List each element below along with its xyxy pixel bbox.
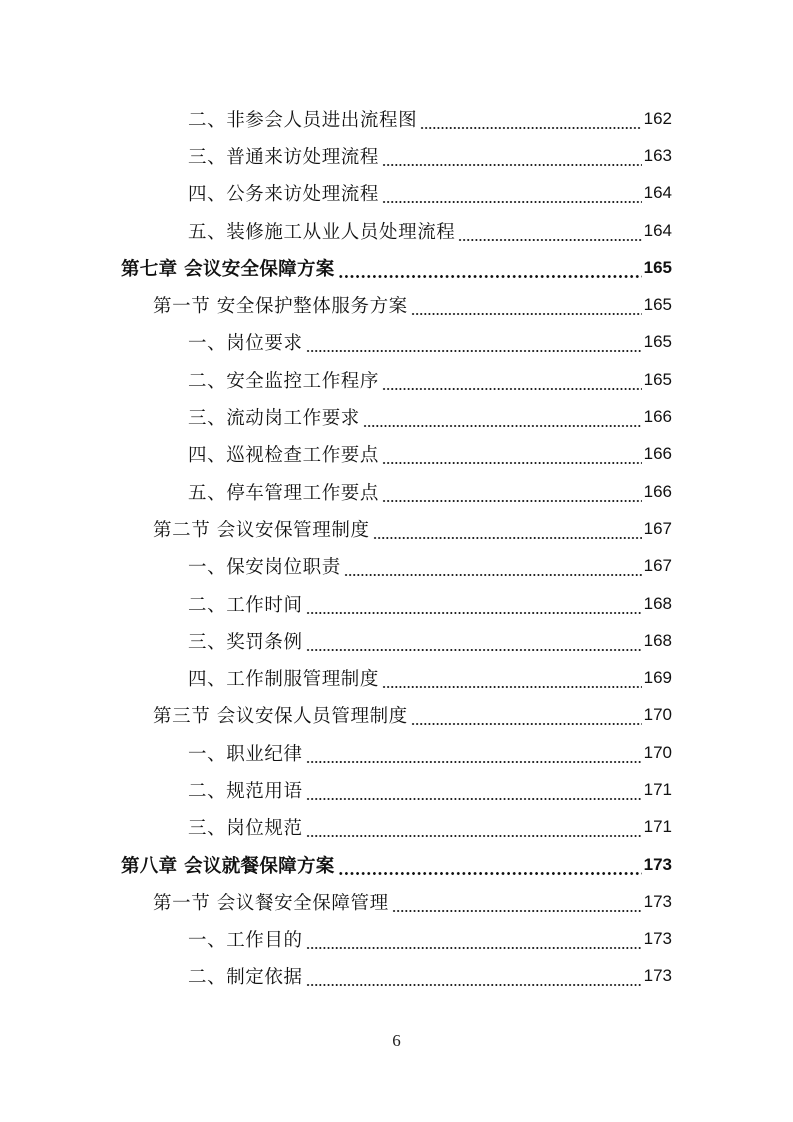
toc-entry-title: 二、安全监控工作程序	[188, 370, 380, 392]
dot-leader	[306, 748, 642, 764]
toc-entry-title: 五、装修施工从业人员处理流程	[188, 221, 456, 243]
dot-leader	[382, 487, 642, 503]
dot-leader	[363, 412, 642, 428]
dot-leader	[306, 785, 642, 801]
toc-entry-subsection[interactable]	[0, 324, 793, 361]
dot-leader	[382, 673, 642, 689]
toc-entry-page-number: 165	[643, 257, 672, 277]
toc-entry-page-number: 173	[643, 929, 672, 949]
toc-entry-page-number: 168	[643, 630, 672, 650]
toc-entry-title: 三、普通来访处理流程	[188, 146, 380, 168]
toc-entry-subsection[interactable]	[0, 473, 793, 510]
toc-entry-title: 第一节 会议餐安全保障管理	[153, 892, 389, 914]
toc-entry-page-number: 165	[643, 332, 672, 352]
toc-entry-page-number: 171	[643, 817, 672, 837]
dot-leader	[411, 300, 642, 316]
page-number: 6	[392, 1031, 401, 1050]
toc-entry-section[interactable]	[0, 510, 793, 547]
toc-entry-page-number: 168	[643, 593, 672, 613]
toc-entry-title: 二、非参会人员进出流程图	[188, 109, 418, 131]
toc-entry-page-number: 170	[643, 705, 672, 725]
toc-entry-page-number: 171	[643, 779, 672, 799]
toc-entry-title: 第七章 会议安全保障方案	[121, 258, 335, 280]
toc-entry-chapter[interactable]	[0, 249, 793, 286]
toc-entry-title: 一、职业纪律	[188, 743, 303, 765]
toc-entry-title: 一、工作目的	[188, 930, 303, 952]
toc-entry-title: 四、公务来访处理流程	[188, 184, 380, 206]
dot-leader	[382, 151, 642, 167]
dot-leader	[306, 337, 642, 353]
toc-entry-title: 五、停车管理工作要点	[188, 482, 380, 504]
toc-entry-section[interactable]	[0, 883, 793, 920]
toc-entry-subsection[interactable]	[0, 398, 793, 435]
dot-leader	[338, 263, 642, 279]
toc-entry-chapter[interactable]	[0, 846, 793, 883]
toc-entry-page-number: 173	[643, 966, 672, 986]
toc-entry-section[interactable]	[0, 697, 793, 734]
toc-entry-title: 四、工作制服管理制度	[188, 669, 380, 691]
toc-entry-page-number: 173	[643, 854, 672, 874]
toc-entry-page-number: 166	[643, 407, 672, 427]
toc-entry-subsection[interactable]	[0, 734, 793, 771]
toc-entry-page-number: 167	[643, 518, 672, 538]
dot-leader	[344, 561, 642, 577]
toc-entry-subsection[interactable]	[0, 548, 793, 585]
toc-entry-section[interactable]	[0, 286, 793, 323]
dot-leader	[306, 934, 642, 950]
toc-entry-page-number: 163	[643, 145, 672, 165]
toc-entry-page-number: 166	[643, 481, 672, 501]
table-of-contents	[0, 100, 793, 995]
toc-entry-page-number: 164	[643, 183, 672, 203]
toc-entry-page-number: 170	[643, 742, 672, 762]
toc-entry-title: 第三节 会议安保人员管理制度	[153, 706, 408, 728]
dot-leader	[382, 449, 642, 465]
dot-leader	[306, 636, 642, 652]
dot-leader	[306, 822, 642, 838]
toc-entry-title: 第八章 会议就餐保障方案	[121, 855, 335, 877]
toc-entry-page-number: 169	[643, 668, 672, 688]
dot-leader	[411, 710, 642, 726]
toc-entry-title: 一、岗位要求	[188, 333, 303, 355]
toc-entry-page-number: 166	[643, 444, 672, 464]
toc-entry-subsection[interactable]	[0, 622, 793, 659]
toc-entry-title: 第一节 安全保护整体服务方案	[153, 296, 408, 318]
toc-entry-subsection[interactable]	[0, 958, 793, 995]
toc-entry-title: 二、制定依据	[188, 967, 303, 989]
toc-entry-page-number: 165	[643, 369, 672, 389]
toc-entry-subsection[interactable]	[0, 585, 793, 622]
toc-entry-subsection[interactable]	[0, 436, 793, 473]
toc-entry-page-number: 173	[643, 891, 672, 911]
dot-leader	[382, 188, 642, 204]
toc-entry-subsection[interactable]	[0, 809, 793, 846]
toc-entry-page-number: 165	[643, 295, 672, 315]
toc-entry-title: 三、流动岗工作要求	[188, 408, 360, 430]
dot-leader	[392, 897, 642, 913]
toc-entry-title: 二、规范用语	[188, 780, 303, 802]
toc-entry-subsection[interactable]	[0, 361, 793, 398]
toc-entry-title: 三、岗位规范	[188, 818, 303, 840]
toc-entry-title: 第二节 会议安保管理制度	[153, 519, 370, 541]
dot-leader	[420, 114, 641, 130]
dot-leader	[338, 860, 642, 876]
toc-entry-title: 一、保安岗位职责	[188, 557, 341, 579]
toc-entry-page-number: 164	[643, 220, 672, 240]
dot-leader	[306, 599, 642, 615]
toc-entry-title: 二、工作时间	[188, 594, 303, 616]
toc-entry-subsection[interactable]	[0, 212, 793, 249]
dot-leader	[458, 226, 641, 242]
toc-entry-page-number: 162	[643, 108, 672, 128]
dot-leader	[306, 971, 642, 987]
toc-entry-subsection[interactable]	[0, 100, 793, 137]
toc-entry-title: 三、奖罚条例	[188, 631, 303, 653]
toc-entry-subsection[interactable]	[0, 921, 793, 958]
toc-entry-title: 四、巡视检查工作要点	[188, 445, 380, 467]
dot-leader	[373, 524, 642, 540]
toc-entry-subsection[interactable]	[0, 175, 793, 212]
dot-leader	[382, 375, 642, 391]
toc-entry-subsection[interactable]	[0, 659, 793, 696]
toc-entry-page-number: 167	[643, 556, 672, 576]
toc-entry-subsection[interactable]	[0, 771, 793, 808]
toc-entry-subsection[interactable]	[0, 137, 793, 174]
